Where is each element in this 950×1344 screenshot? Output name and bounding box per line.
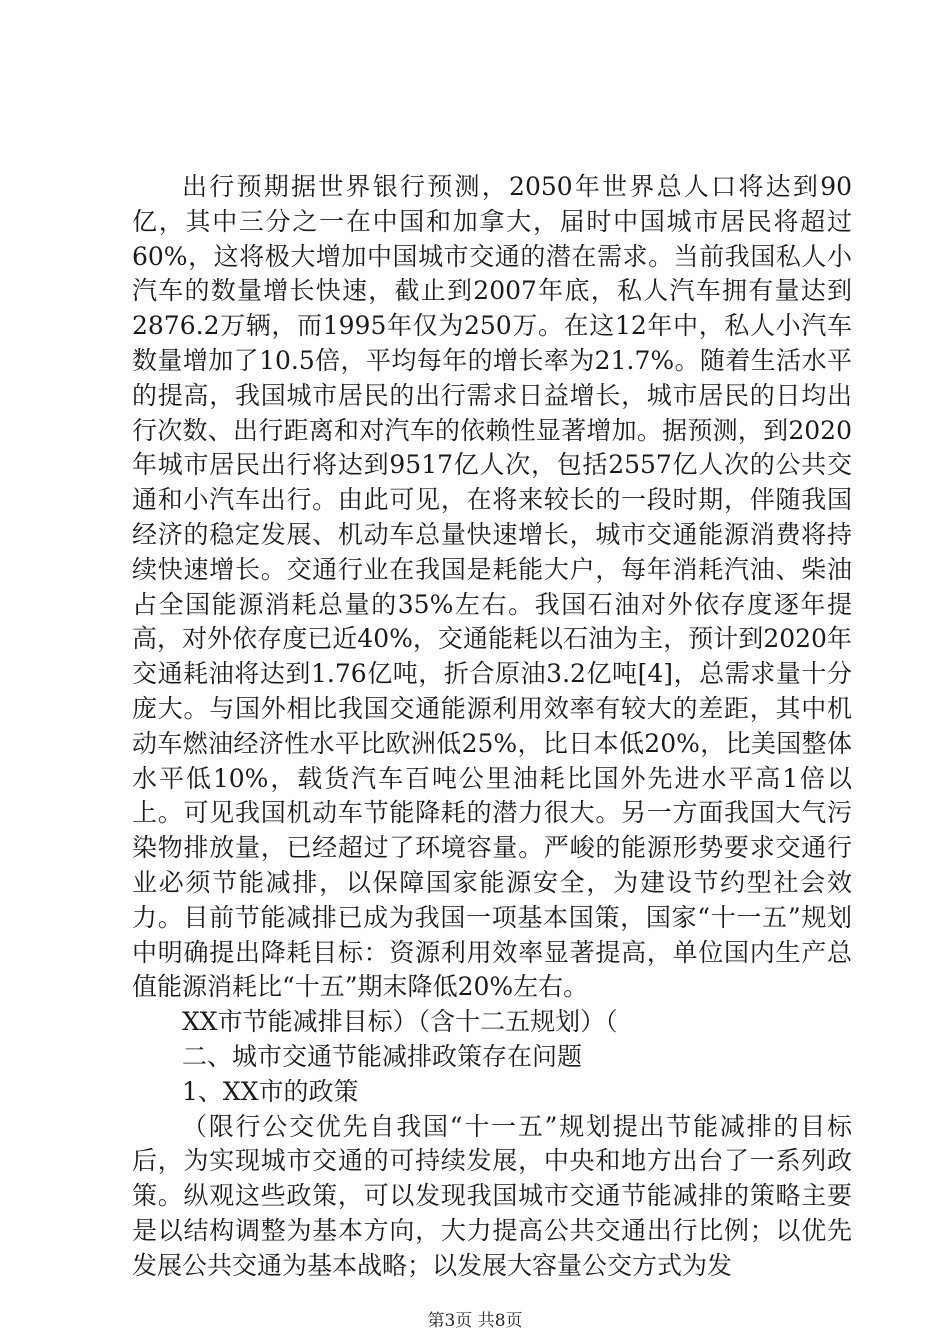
section-heading-policy-issues: 二、城市交通节能减排政策存在问题 bbox=[182, 1041, 583, 1071]
document-body bbox=[132, 170, 852, 1284]
paragraph-xx-city-targets: XX市节能减排目标）（含十二五规划）（ bbox=[182, 1007, 618, 1037]
subsection-heading-xx-city-policy: 1、XX市的政策 bbox=[182, 1076, 359, 1106]
paragraph-policy-overview: （限行公交优先自我国“十一五”规划提出节能减排的目标后，为实现城市交通的可持续发展，中央和地方出台了一系列政策。纵观这些政策，可以发现我国城市交通节能减排的策略主要是以结构调整为基本方向，大力提高公共交通出行比例；以优先发展公共交通为基本战略；以发展大容量公交方式为发 bbox=[132, 1111, 852, 1280]
paragraph-travel-forecast: 出行预期据世界银行预测，2050年世界总人口将达到90亿，其中三分之一在中国和加拿大，届时中国城市居民将超过60%，这将极大增加中国城市交通的潜在需求。当前我国私人小汽车的数量增长快速，截止到2007年底，私人汽车拥有量达到2876.2万辆，而1995年仅为250万。在这12年中，私人小汽车数量增加了10.5倍，平均每年的增长率为21.7%。随着生活水平的提高，我国城市居民的出行需求日益增长，城市居民的日均出行次数、出行距离和对汽车的依赖性显著增加。据预测，到2020年城市居民出行将达到9517亿人次，包括2557亿人次的公共交通和小汽车出行。由此可见，在将来较长的一段时期，伴随我国经济的稳定发展、机动车总量快速增长，城市交通能源消费将持续快速增长。交通行业在我国是耗能大户，每年消耗汽油、柴油占全国能源消耗总量的35%左右。我国石油对外依存度逐年提高，对外依存度已近40%，交通能耗以石油为主，预计到2020年交通耗油将达到1.76亿吨，折合原油3.2亿吨[4]，总需求量十分庞大。与国外相比我国交通能源利用效率有较大的差距，其中机动车燃油经济性水平比欧洲低25%，比日本低20%，比美国整体水平低10%，载货汽车百吨公里油耗比国外先进水平高1倍以上。可见我国机动车节能降耗的潜力很大。另一方面我国大气污染物排放量，已经超过了环境容量。严峻的能源形势要求交通行业必须节能减排，以保障国家能源安全，为建设节约型社会效力。目前节能减排已成为我国一项基本国策，国家“十一五”规划中明确提出降耗目标：资源利用效率显著提高，单位国内生产总值能源消耗比“十五”期末降低20%左右。 bbox=[132, 172, 852, 1002]
page-footer: 第3页 共8页 bbox=[427, 1311, 523, 1331]
